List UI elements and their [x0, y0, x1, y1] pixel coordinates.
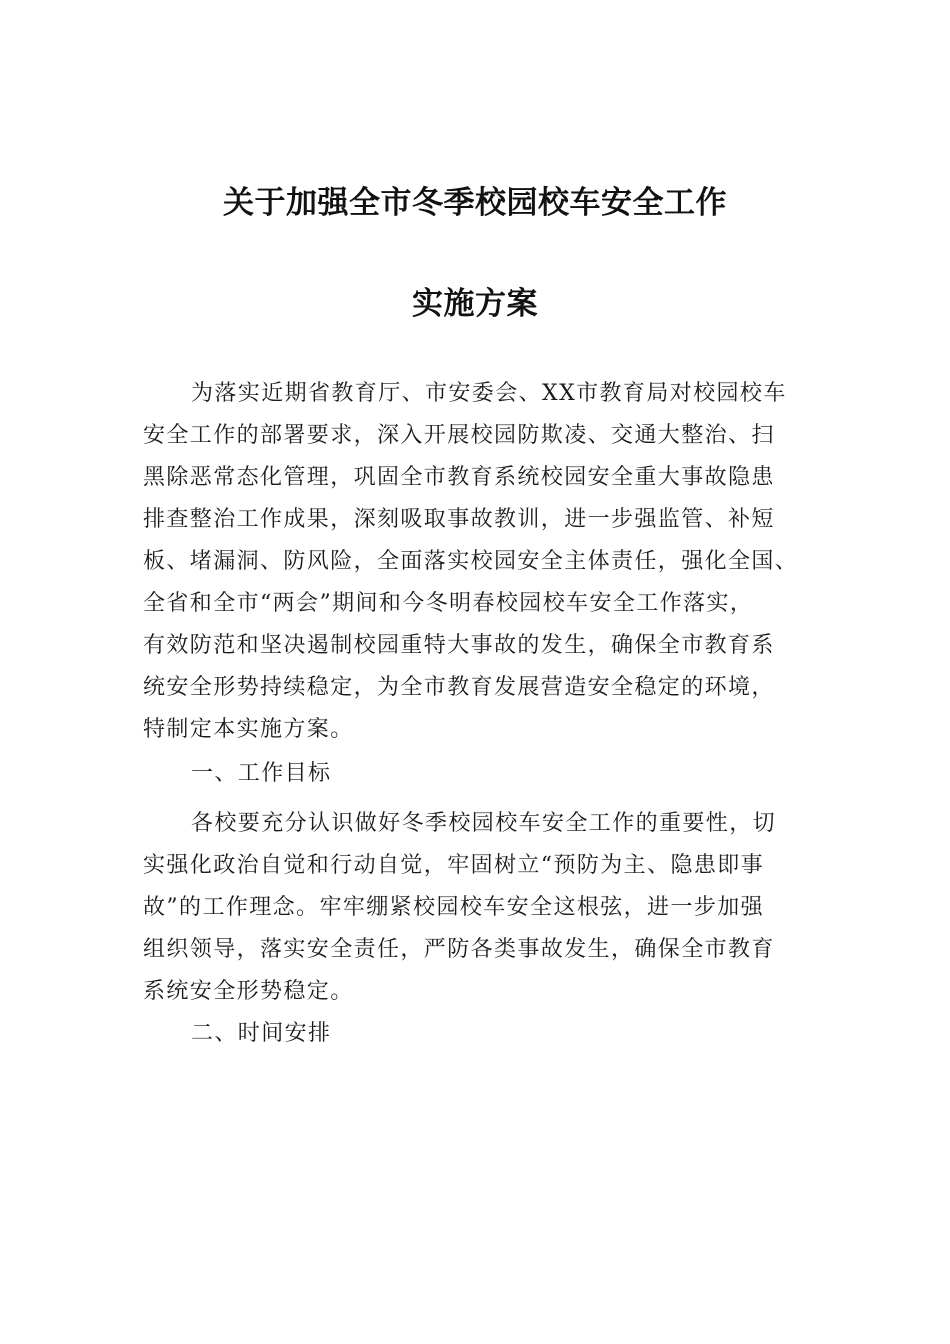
paragraph-line: 黑除恶常态化管理，巩固全市教育系统校园安全重大事故隐患	[143, 465, 775, 490]
paragraph-line: 全省和全市“两会”期间和今冬明春校园校车安全工作落实，	[143, 591, 754, 616]
intro-paragraph	[143, 373, 807, 751]
paragraph-line: 特制定本实施方案。	[143, 717, 354, 742]
paragraph-line: 安全工作的部署要求，深入开展校园防欺凌、交通大整治、扫	[143, 423, 775, 448]
section-heading-goals: 一、工作目标	[191, 761, 332, 786]
document-title-line-1: 关于加强全市冬季校园校车安全工作	[223, 185, 727, 221]
section-heading-schedule: 二、时间安排	[191, 1021, 332, 1046]
document-title-line-2: 实施方案	[412, 286, 538, 322]
goals-paragraph	[143, 803, 807, 1013]
paragraph-line: 组织领导，落实安全责任，严防各类事故发生，确保全市教育	[143, 937, 775, 962]
paragraph-line: 板、堵漏洞、防风险，全面落实校园安全主体责任，强化全国、	[143, 549, 799, 574]
paragraph-line: 为落实近期省教育厅、市安委会、XX市教育局对校园校车	[191, 381, 787, 406]
paragraph-line: 统安全形势持续稳定，为全市教育发展营造安全稳定的环境，	[143, 675, 775, 700]
paragraph-line: 各校要充分认识做好冬季校园校车安全工作的重要性，切	[191, 811, 777, 836]
paragraph-line: 实强化政治自觉和行动自觉，牢固树立“预防为主、隐患即事	[143, 853, 765, 878]
paragraph-line: 系统安全形势稳定。	[143, 979, 354, 1004]
paragraph-line: 排查整治工作成果，深刻吸取事故教训，进一步强监管、补短	[143, 507, 775, 532]
paragraph-line: 故”的工作理念。牢牢绷紧校园校车安全这根弦，进一步加强	[143, 895, 765, 920]
paragraph-line: 有效防范和坚决遏制校园重特大事故的发生，确保全市教育系	[143, 633, 775, 658]
